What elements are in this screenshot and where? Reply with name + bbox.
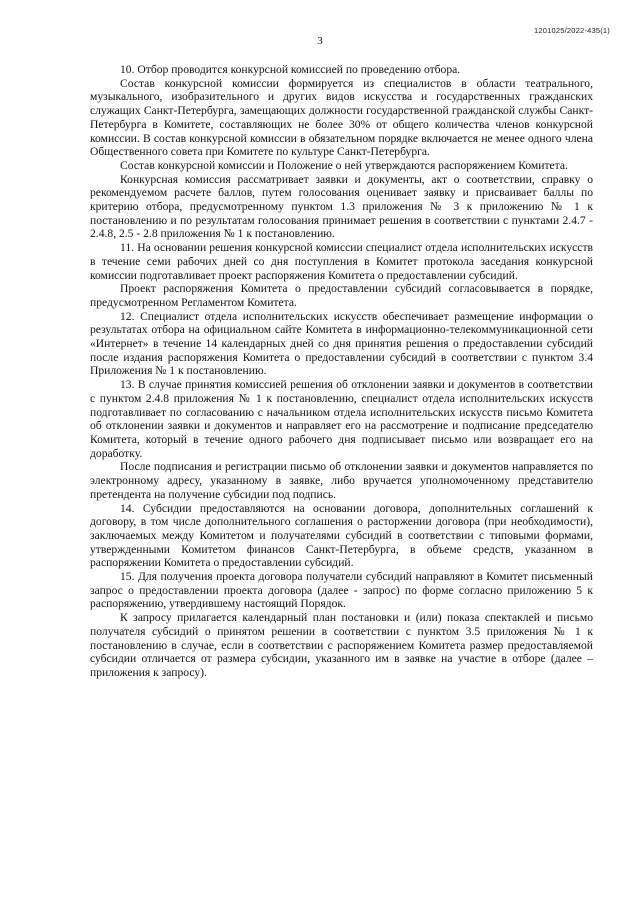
paragraph: К запросу прилагается календарный план постановки и (или) показа спектаклей и письмо получателя субсидий о принятом решении в соответствии с пунктом 3.5 приложения № 1 к постановлению в случае, если в соответствии с распоряжением Комитета размер предоставляемой субсидии отличается от размера субсидии, указанного им в заявке на участие в отборе (далее – приложения к запросу).	[90, 611, 593, 679]
paragraph: 12. Специалист отдела исполнительских искусств обеспечивает размещение информации о результатах отбора на официальном сайте Комитета в информационно-телекоммуникационной сети «Интернет» в течение 14 календарных дней со дня принятия решения о предоставлении субсидий после издания распоряжения Комитета о предоставлении субсидий в соответствии с пунктом 3.4 Приложения № 1 к постановлению.	[90, 309, 593, 378]
document-body	[90, 63, 593, 680]
paragraph: 14. Субсидии предоставляются на основании договора, дополнительных соглашений к договору, в том числе дополнительного соглашения о расторжении договора (при необходимости), заключаемых между Комитетом и получателями субсидий в соответствии с типовыми формами, утвержденными Комитетом финансов Санкт-Петербурга, в объеме средств, указанном в распоряжении Комитета о предоставлении субсидий.	[90, 501, 593, 570]
paragraph: Конкурсная комиссия рассматривает заявки и документы, акт о соответствии, справку о рекомендуемом расчете баллов, путем голосования оценивает заявку и присваивает баллы по критерию отбора, предусмотренному пунктом 1.3 приложения № 3 к приложению № 1 к постановлению и по результатам голосования принимает решения в соответствии с пунктами 2.4.7 - 2.4.8, 2.5 - 2.8 приложения № 1 к постановлению.	[90, 172, 593, 241]
paragraph: Состав конкурсной комиссии и Положение о ней утверждаются распоряжением Комитета.	[120, 158, 568, 172]
paragraph: 15. Для получения проекта договора получатели субсидий направляют в Комитет письменный запрос о предоставлении проекта договора (далее - запрос) по форме согласно приложению 5 к распоряжению, утвердившему настоящий Порядок.	[90, 570, 593, 611]
paragraph: 11. На основании решения конкурсной комиссии специалист отдела исполнительских искусств в течение семи рабочих дней со дня поступления в Комитет протокола заседания конкурсной комиссии подготавливает проект распоряжения Комитета о предоставлении субсидий.	[90, 241, 593, 282]
page-number: 3	[317, 35, 323, 47]
document-registration-code: 1201025/2022-435(1)	[534, 26, 610, 35]
paragraph: 10. Отбор проводится конкурсной комиссией по проведению отбора.	[120, 63, 461, 76]
paragraph: Проект распоряжения Комитета о предоставлении субсидий согласовывается в порядке, предусмотренном Регламентом Комитета.	[90, 282, 593, 309]
paragraph: После подписания и регистрации письмо об отклонении заявки и документов направляется по электронному адресу, указанному в заявке, либо вручается уполномоченному представителю претендента на получение субсидии под подпись.	[90, 460, 593, 501]
paragraph: 13. В случае принятия комиссией решения об отклонении заявки и документов в соответствии с пунктом 2.4.8 приложения № 1 к постановлению, специалист отдела исполнительских искусств подготавливает по согласованию с начальником отдела исполнительских искусств письмо Комитета об отклонении заявки и документов и направляет его на рассмотрение и подписание председателю Комитета, который в течение одного рабочего дня подписывает письмо или возвращает его на доработку.	[90, 378, 593, 460]
paragraph: Состав конкурсной комиссии формируется из специалистов в области театрального, музыкального, изобразительного и других видов искусства и государственных гражданских служащих Санкт-Петербурга, замещающих должности государственной гражданской службы Санкт-Петербурга в Комитете, составляющих не более 30% от общего количества членов конкурсной комиссии. В состав конкурсной комиссии в обязательном порядке включается не менее одного члена Общественного совета при Комитете по культуре Санкт-Петербурга.	[90, 76, 593, 159]
